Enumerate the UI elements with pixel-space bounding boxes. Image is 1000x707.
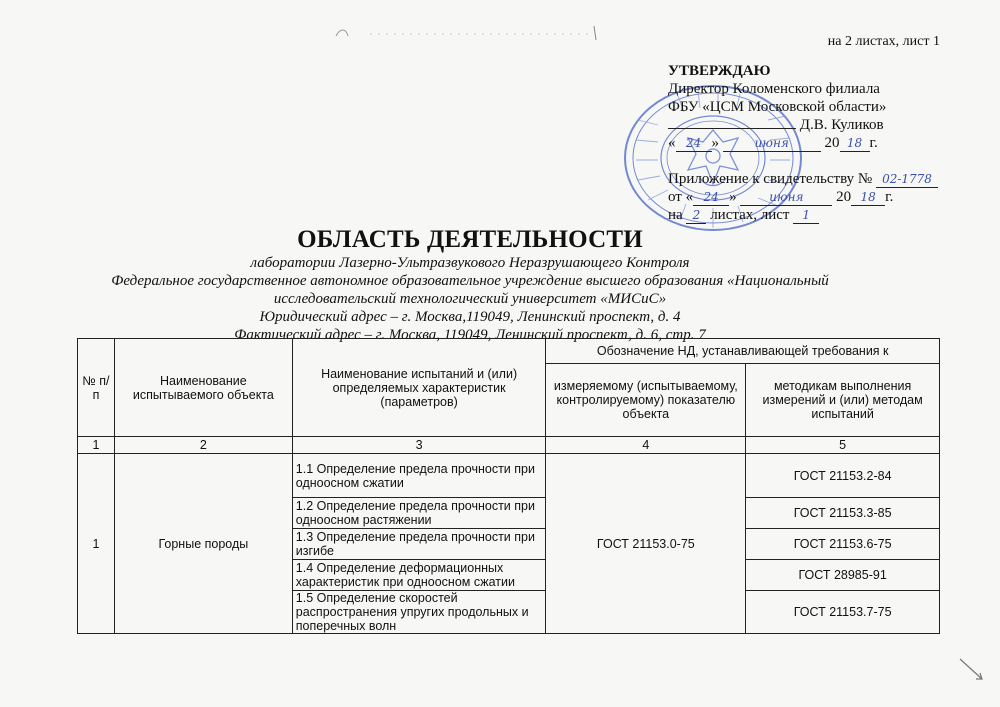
approval-block [668,62,968,224]
org-name-line1: Федеральное государственное автономное образовательное учреждение высшего образования «Национальный [111,273,829,289]
test-name: 1.4 Определение деформационных характеристик при одноосном сжатии [292,560,546,591]
attachment-year-end: г. [885,189,894,205]
page-title: ОБЛАСТЬ ДЕЯТЕЛЬНОСТИ [297,226,643,253]
test-method: ГОСТ 21153.2-84 [746,454,940,498]
approval-signer: Д.В. Куликов [799,117,884,133]
column-number: 3 [292,437,546,454]
date-close-quote: » [711,135,719,151]
date-month: июня [723,136,821,152]
date-day: 24 [676,136,712,152]
date-year-end: г. [869,135,878,151]
corner-mark-icon [956,653,986,683]
attachment-from: от « [668,189,694,205]
actual-address: Фактический адрес – г. Москва, 119049, Ленинский проспект, д. 6, стр. 7 [234,327,706,343]
sheets-middle: листах, лист [710,207,790,223]
header-nd-measured: измеряемому (испытываемому, контролируемому) показателю объекта [546,364,746,437]
test-method: ГОСТ 21153.7-75 [746,591,940,634]
attachment-number: 02-1778 [876,172,938,188]
date-year-suffix: 18 [840,136,870,152]
attachment-year-prefix: 20 [836,189,852,205]
header-nd-group: Обозначение НД, устанавливающей требования к [546,339,940,364]
test-name: 1.5 Определение скоростей распространения упругих продольных и поперечных волн [292,591,546,634]
header-tests: Наименование испытаний и (или) определяемых характеристик (параметров) [292,339,546,437]
approval-date-line [668,134,968,152]
approval-signature-line [668,116,968,134]
attachment-prefix: Приложение к свидетельству № [668,171,873,187]
row-group-nd-measured: ГОСТ 21153.0-75 [546,454,746,634]
sheets-prefix: на [668,207,683,223]
approval-position-line2: ФБУ «ЦСМ Московской области» [668,99,887,115]
attachment-line [668,170,968,188]
date-year-prefix: 20 [824,135,840,151]
signature-underline [668,128,796,129]
date-open-quote: « [668,135,676,151]
sheet-note: на 2 листах, лист 1 [827,34,940,49]
test-method: ГОСТ 21153.6-75 [746,529,940,560]
attachment-date-line [668,188,968,206]
sheets-line [668,206,968,224]
approval-position-line1: Директор Коломенского филиала [668,81,880,97]
row-group-object: Горные породы [114,454,292,634]
attachment-close-quote: » [729,189,737,205]
scope-table [77,338,940,634]
test-name: 1.1 Определение предела прочности при одноосном сжатии [292,454,546,498]
column-number: 4 [546,437,746,454]
test-name: 1.2 Определение предела прочности при одноосном растяжении [292,498,546,529]
attachment-day: 24 [693,190,729,206]
row-group-num: 1 [78,454,115,634]
column-number: 1 [78,437,115,454]
column-number: 5 [746,437,940,454]
scan-artifact [330,22,610,42]
org-name-line2: исследовательский технологический университет «МИСиС» [273,291,667,307]
test-method: ГОСТ 28985-91 [746,560,940,591]
test-name: 1.3 Определение предела прочности при изгибе [292,529,546,560]
attachment-month: июня [740,190,832,206]
header-nd-methods: методикам выполнения измерений и (или) методам испытаний [746,364,940,437]
approval-heading: УТВЕРЖДАЮ [668,63,771,79]
header-num: № п/п [78,339,115,437]
attachment-year-suffix: 18 [851,190,885,206]
legal-address: Юридический адрес – г. Москва,119049, Ленинский проспект, д. 4 [259,309,681,325]
sheets-current: 1 [793,208,819,224]
test-method: ГОСТ 21153.3-85 [746,498,940,529]
table-row [78,454,940,498]
sheets-count: 2 [686,208,706,224]
header-object: Наименование испытываемого объекта [114,339,292,437]
lab-name: лаборатории Лазерно-Ультразвукового Неразрушающего Контроля [250,255,690,271]
column-number: 2 [114,437,292,454]
title-block [40,226,900,344]
